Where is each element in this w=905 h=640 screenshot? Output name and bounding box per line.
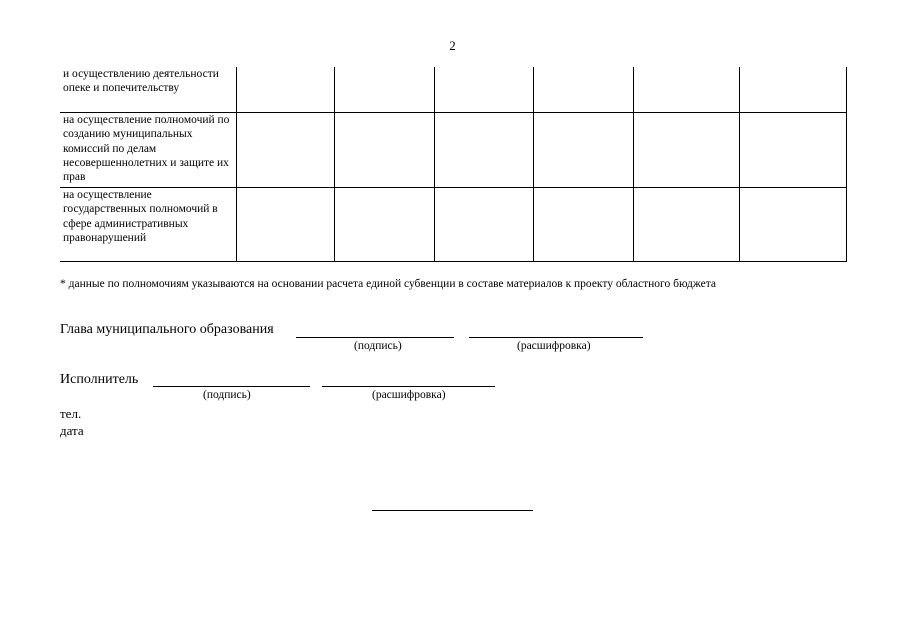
row-label-guardianship: и осуществлению деятельности опеке и попечительству	[60, 67, 236, 113]
table-cell	[236, 113, 334, 188]
executor-signature-label: Исполнитель	[60, 372, 139, 387]
head-signature-line	[296, 337, 454, 338]
head-decoding-line	[469, 337, 643, 338]
table-cell	[533, 113, 633, 188]
table-row	[60, 67, 846, 113]
executor-signature-caption: (подпись)	[203, 389, 251, 401]
table-cell	[434, 188, 533, 262]
closing-separator-line	[372, 510, 533, 511]
executor-decoding-caption: (расшифровка)	[372, 389, 446, 401]
table-cell	[739, 67, 846, 113]
head-signature-caption: (подпись)	[354, 340, 402, 352]
table-cell	[334, 188, 434, 262]
table-cell	[434, 67, 533, 113]
date-label: дата	[60, 423, 84, 438]
table-cell	[533, 67, 633, 113]
phone-label: тел.	[60, 406, 82, 421]
executor-signature-line	[153, 386, 310, 387]
table-cell	[739, 113, 846, 188]
head-signature-label: Глава муниципального образования	[60, 322, 274, 337]
table-row	[60, 113, 846, 188]
row-label-minors-commissions: на осуществление полномочий по созданию муниципальных комиссий по делам несовершеннолетних и защите их прав	[60, 113, 236, 188]
table-cell	[236, 67, 334, 113]
subvention-table	[60, 67, 847, 262]
table-cell	[434, 113, 533, 188]
table-cell	[533, 188, 633, 262]
table-cell	[236, 188, 334, 262]
executor-decoding-line	[322, 386, 495, 387]
table-cell	[334, 67, 434, 113]
table-cell	[633, 188, 739, 262]
row-label-administrative-offenses: на осуществление государственных полномочий в сфере административных правонарушений	[60, 188, 236, 262]
head-decoding-caption: (расшифровка)	[517, 340, 591, 352]
table-cell	[739, 188, 846, 262]
table-row	[60, 188, 846, 262]
table-cell	[633, 113, 739, 188]
table-cell	[633, 67, 739, 113]
page-number: 2	[449, 38, 456, 53]
table-cell	[334, 113, 434, 188]
footnote: * данные по полномочиям указываются на основании расчета единой субвенции в составе материалов к проекту областного бюджета	[60, 278, 716, 290]
